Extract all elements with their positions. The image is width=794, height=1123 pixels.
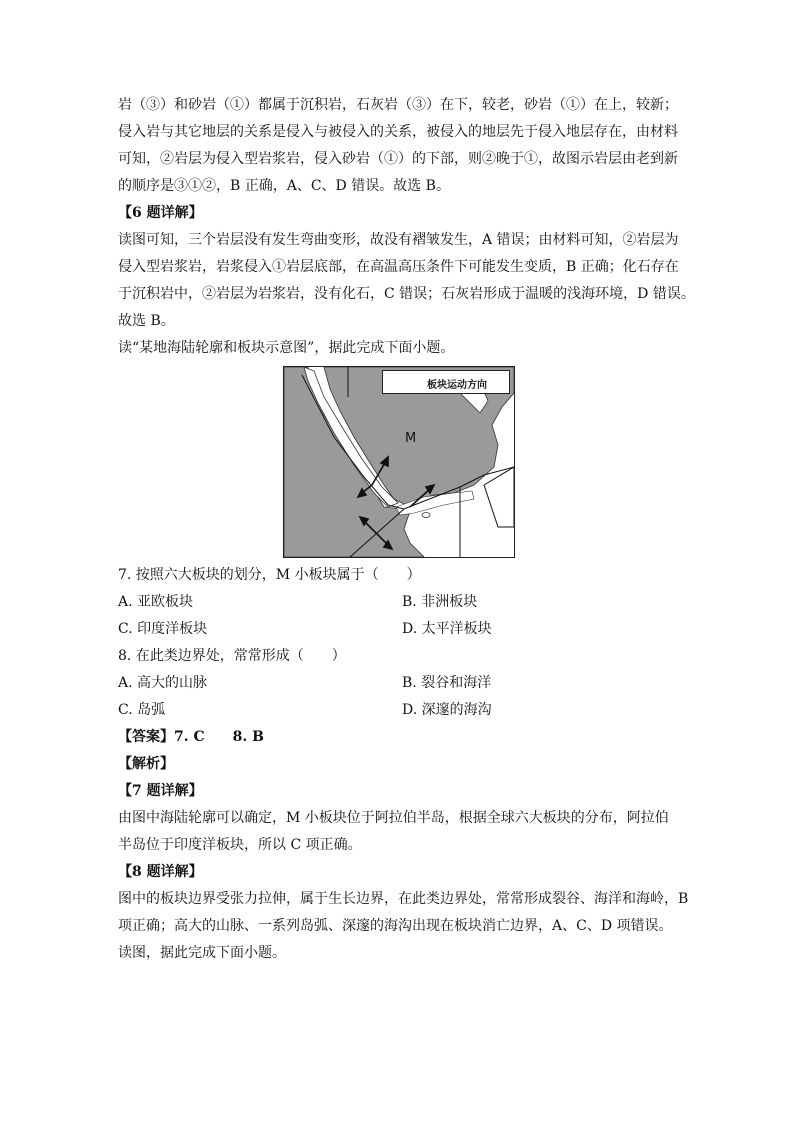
text-line: 读图可知，三个岩层没有发生弯曲变形，故没有褶皱发生，A 错误；由材料可知，②岩层为	[118, 232, 679, 248]
text-line: 岩（③）和砂岩（①）都属于沉积岩，石灰岩（③）在下，较老，砂岩（①）在上，较新；	[118, 97, 678, 113]
option-b: B. 非洲板块	[402, 594, 478, 610]
q7-header: 【7 题详解】	[118, 783, 203, 799]
plate-boundary	[484, 467, 514, 527]
q8-header: 【8 题详解】	[118, 864, 203, 880]
map-legend	[382, 370, 510, 394]
plate-map-figure	[283, 366, 515, 558]
text-line: 侵入岩与其它地层的关系是侵入与被侵入的关系，被侵入的地层先于侵入地层存在，由材料	[118, 124, 678, 140]
q6-header: 【6 题详解】	[118, 205, 203, 221]
analysis-header: 【解析】	[118, 756, 174, 772]
text-line: 半岛位于印度洋板块，所以 C 项正确。	[118, 837, 362, 853]
figure-intro: 读“某地海陆轮廓和板块示意图”，据此完成下面小题。	[118, 340, 455, 356]
text-line: 的顺序是③①②，B 正确，A、C、D 错误。故选 B。	[118, 178, 450, 194]
option-d: D. 深邃的海沟	[402, 702, 492, 718]
option-b: B. 裂谷和海洋	[402, 675, 492, 691]
text-line: 于沉积岩中，②岩层为岩浆岩，没有化石，C 错误；石灰岩形成于温暖的浅海环境，D 错误。	[118, 286, 695, 302]
text-line: 侵入型岩浆岩，岩浆侵入①岩层底部，在高温高压条件下可能发生变质，B 正确；化石存在	[118, 259, 679, 275]
question-8-stem: 8. 在此类边界处，常常形成（ ）	[118, 648, 346, 664]
text-line: 图中的板块边界受张力拉伸，属于生长边界，在此类边界处，常常形成裂谷、海洋和海岭，B	[118, 891, 689, 907]
text-line: 故选 B。	[118, 313, 175, 329]
option-c: C. 岛弧	[118, 702, 166, 718]
option-d: D. 太平洋板块	[402, 621, 492, 637]
island	[422, 513, 430, 518]
answer-line: 【答案】7. C 8. B	[118, 729, 264, 745]
question-8-options-row	[118, 670, 698, 697]
plate-map	[284, 367, 514, 557]
option-a: A. 亚欧板块	[118, 594, 194, 610]
document-page	[118, 92, 698, 967]
text-line: 项正确；高大的山脉、一系列岛弧、深邃的海沟出现在板块消亡边界，A、C、D 项错误。	[118, 918, 673, 934]
question-8-options-row	[118, 697, 698, 724]
option-c: C. 印度洋板块	[118, 621, 208, 637]
question-7-options-row	[118, 616, 698, 643]
text-line: 由图中海陆轮廓可以确定，M 小板块位于阿拉伯半岛，根据全球六大板块的分布，阿拉伯	[118, 810, 669, 826]
question-7-options-row	[118, 589, 698, 616]
question-7-stem: 7. 按照六大板块的划分，M 小板块属于（ ）	[118, 567, 421, 583]
closing-line: 读图，据此完成下面小题。	[118, 945, 286, 961]
option-a: A. 高大的山脉	[118, 675, 208, 691]
legend-label: 板块运动方向	[427, 380, 487, 391]
text-line: 可知，②岩层为侵入型岩浆岩，侵入砂岩（①）的下部，则②晚于①，故图示岩层由老到新	[118, 151, 678, 167]
plate-m-label: M	[405, 431, 417, 446]
